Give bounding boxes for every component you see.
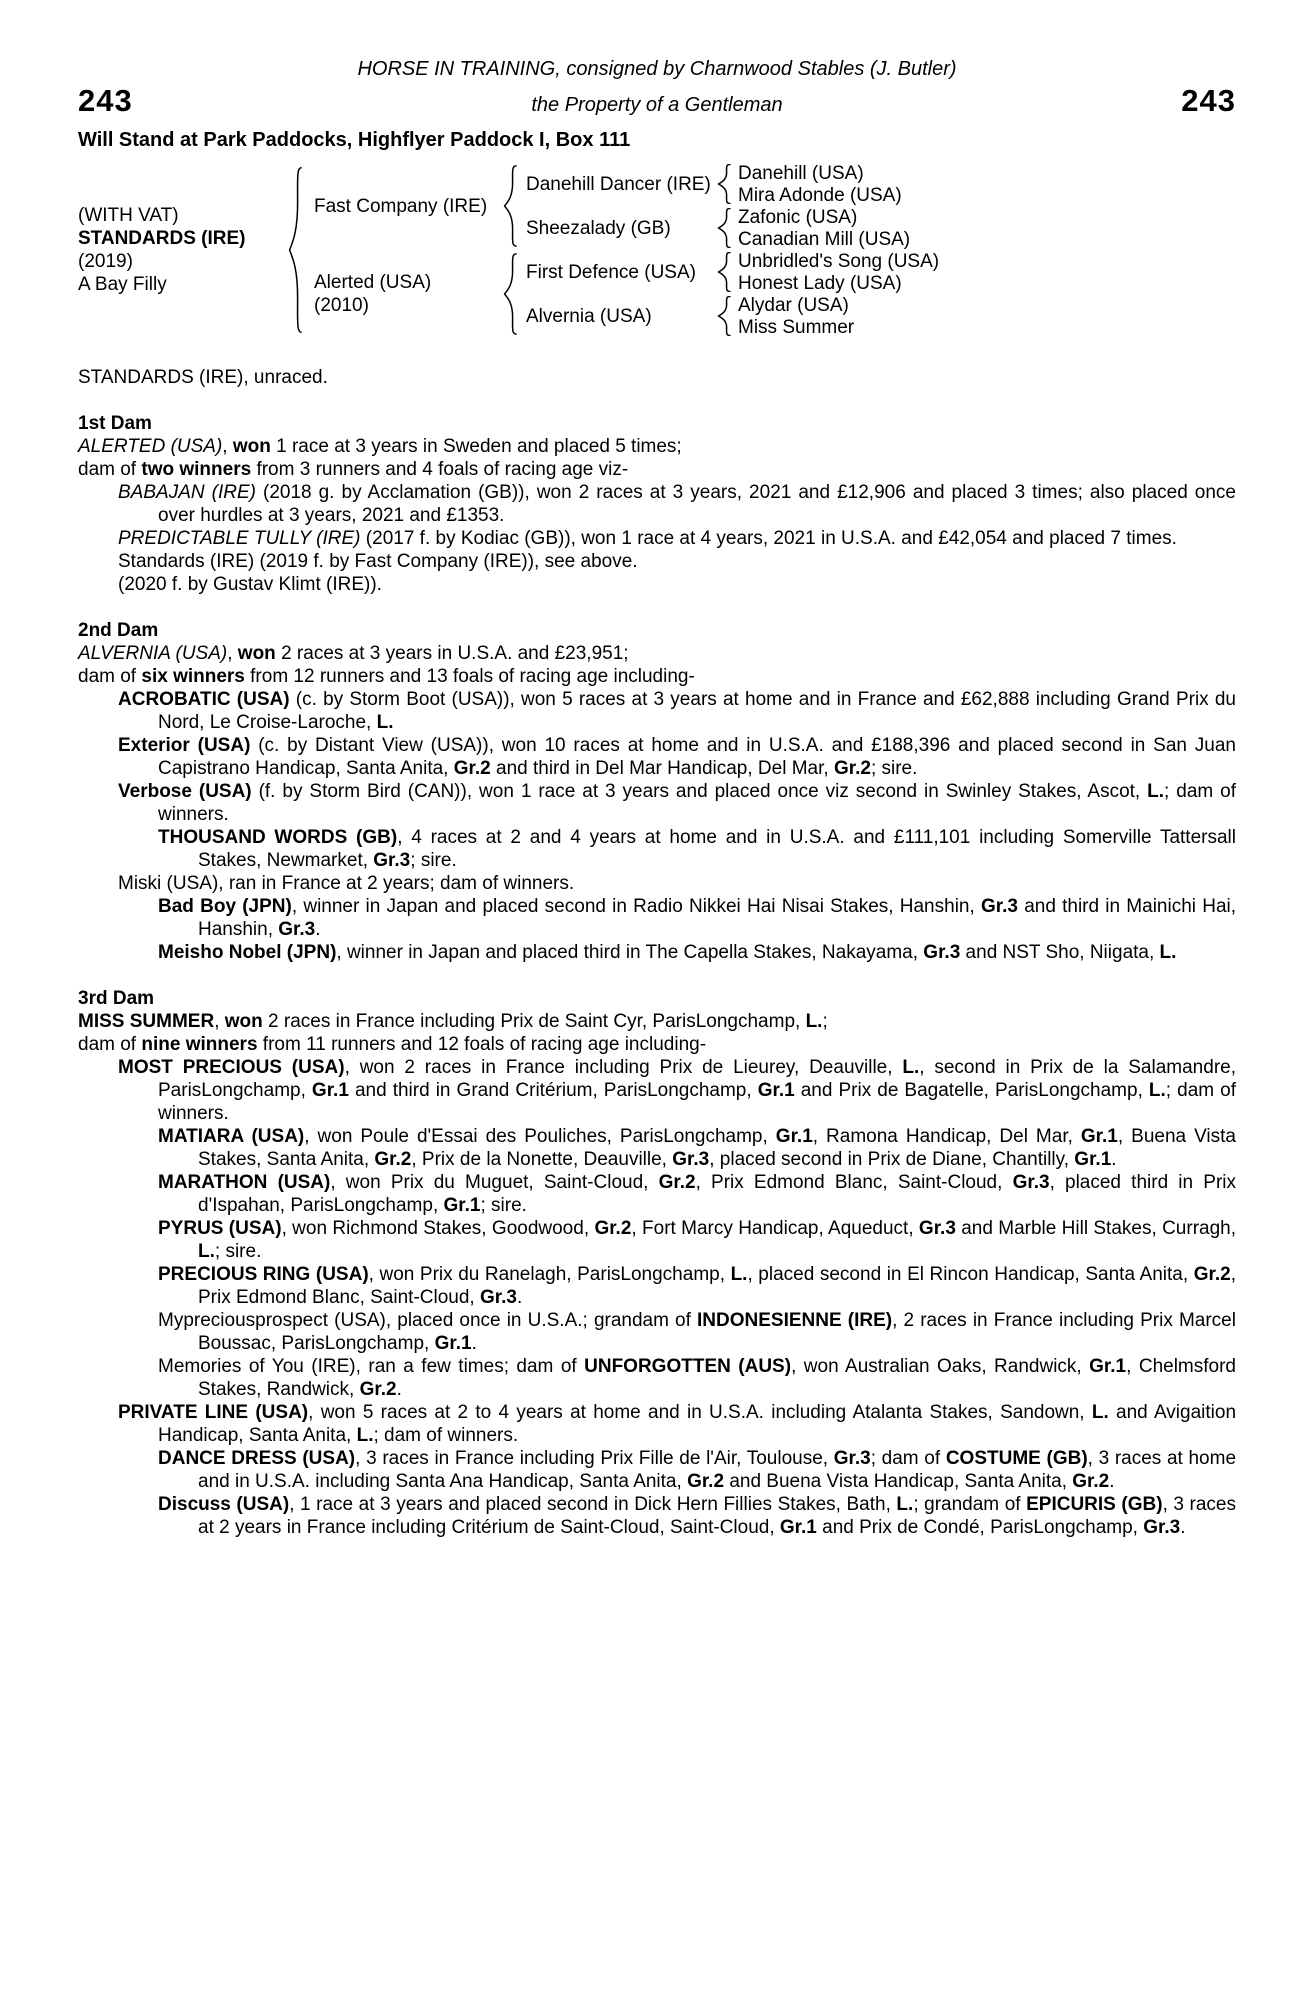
text-segment: ;	[822, 1011, 828, 1032]
text-segment: , winner in Japan and placed third in The Capella Stakes, Nakayama,	[336, 942, 924, 963]
text-segment: , won 2 races in France including Prix de Lieurey, Deauville,	[344, 1057, 903, 1078]
pedigree-text: Fast Company (IRE)	[314, 195, 488, 217]
text-segment: dam of	[78, 666, 142, 687]
lot-number-right: 243	[1181, 83, 1236, 118]
text-segment: L.	[730, 1264, 748, 1285]
brace-icon	[712, 250, 738, 294]
text-segment: , second in Prix de la Salamandre, ParisLongchamp,	[158, 1057, 1236, 1101]
text-segment: Gr.3	[923, 942, 961, 963]
text-segment: Gr.1	[311, 1080, 349, 1101]
text-segment: Gr.2	[453, 758, 491, 779]
text-segment: .	[471, 1333, 477, 1354]
lot-horse-info	[78, 162, 278, 338]
dam-sections	[78, 412, 1236, 1539]
text-segment: Gr.3	[672, 1149, 710, 1170]
pedigree-table	[78, 162, 1236, 338]
text-segment: Gr.3	[373, 850, 411, 871]
text-segment: Gr.1	[757, 1080, 795, 1101]
text-segment: ACROBATIC (USA)	[118, 689, 290, 710]
text-segment: ; dam of winners.	[158, 781, 1236, 825]
text-segment: Gr.1	[779, 1517, 817, 1538]
text-segment: COSTUME (GB)	[945, 1448, 1088, 1469]
dam-sire-name	[526, 250, 712, 294]
text-segment: MARATHON (USA)	[158, 1172, 331, 1193]
text-segment: , Prix Edmond Blanc, Saint-Cloud,	[695, 1172, 1013, 1193]
pedigree-paragraph	[78, 481, 1236, 527]
pedigree-paragraph	[78, 435, 1236, 458]
text-segment: ,	[214, 1011, 225, 1032]
pedigree-text: Danehill Dancer (IRE)	[526, 173, 711, 195]
pedigree-paragraph	[78, 665, 1236, 688]
text-segment: L.	[1147, 781, 1165, 802]
sire-dam-name	[526, 206, 712, 250]
text-segment: Gr.2	[374, 1149, 412, 1170]
text-segment: ,	[222, 436, 233, 457]
text-segment: Gr.1	[775, 1126, 813, 1147]
text-segment: Gr.2	[359, 1379, 397, 1400]
text-segment: , Buena Vista Stakes, Santa Anita,	[198, 1126, 1236, 1170]
text-segment: (2018 g. by Acclamation (GB)), won 2 races at 3 years, 2021 and £12,906 and placed 3 times; also placed once over hurdles at 3 years, 2021 and £1353.	[158, 482, 1236, 526]
text-segment: 1 race at 3 years in Sweden and placed 5 times;	[270, 436, 682, 457]
sire-name	[314, 162, 496, 250]
text-segment: PRECIOUS RING (USA)	[158, 1264, 369, 1285]
stand-location-line: Will Stand at Park Paddocks, Highflyer Paddock I, Box 111	[78, 129, 631, 151]
dam-dam-sire-name	[738, 294, 1236, 316]
text-segment: L.	[1148, 1080, 1166, 1101]
text-segment: Gr.1	[1074, 1149, 1112, 1170]
text-segment: won	[237, 643, 276, 664]
text-segment: STANDARDS (IRE), unraced.	[78, 367, 328, 388]
text-segment: PRIVATE LINE (USA)	[118, 1402, 309, 1423]
text-segment: .	[1111, 1149, 1117, 1170]
text-segment: dam of	[78, 1034, 142, 1055]
text-segment: , placed second in El Rincon Handicap, Santa Anita,	[747, 1264, 1194, 1285]
text-segment: six winners	[141, 666, 245, 687]
pedigree-paragraph	[78, 872, 1236, 895]
lot-header-row	[78, 83, 1236, 118]
pedigree-paragraph	[78, 573, 1236, 596]
text-segment: Gr.3	[278, 919, 316, 940]
pedigree-paragraph	[78, 734, 1236, 780]
text-segment: from 11 runners and 12 foals of racing age including-	[257, 1034, 707, 1055]
text-segment: , 1 race at 3 years and placed second in Dick Hern Fillies Stakes, Bath,	[289, 1494, 897, 1515]
text-segment: and Prix de Condé, ParisLongchamp,	[816, 1517, 1144, 1538]
text-segment: ; dam of	[870, 1448, 946, 1469]
text-segment: , won 5 races at 2 to 4 years at home and in U.S.A. including Atalanta Stakes, Sandown,	[308, 1402, 1092, 1423]
text-segment: Gr.2	[658, 1172, 696, 1193]
pedigree-paragraph	[78, 550, 1236, 573]
text-segment: Gr.2	[687, 1471, 725, 1492]
text-segment: (2017 f. by Kodiac (GB)), won 1 race at 4 years, 2021 in U.S.A. and £42,054 and placed 7 times.	[360, 528, 1177, 549]
dam-dam-name	[526, 294, 712, 338]
text-segment: , 3 races at home and in U.S.A. including Santa Ana Handicap, Santa Anita,	[198, 1448, 1237, 1492]
text-segment: MATIARA (USA)	[158, 1126, 305, 1147]
text-segment: , won Prix du Muguet, Saint-Cloud,	[330, 1172, 659, 1193]
text-segment: Gr.3	[1012, 1172, 1050, 1193]
text-segment: from 12 runners and 13 foals of racing age including-	[244, 666, 695, 687]
pedigree-paragraph	[78, 527, 1236, 550]
text-segment: .	[315, 919, 321, 940]
text-segment: , Ramona Handicap, Del Mar,	[812, 1126, 1081, 1147]
text-segment: L.	[376, 712, 394, 733]
brace-icon	[712, 206, 738, 250]
text-segment: Gr.1	[434, 1333, 472, 1354]
text-segment: Standards (IRE) (2019 f. by Fast Company (IRE)), see above.	[118, 551, 638, 572]
text-segment: MOST PRECIOUS (USA)	[118, 1057, 345, 1078]
text-segment: PREDICTABLE TULLY (IRE)	[118, 528, 361, 549]
text-segment: and Buena Vista Handicap, Santa Anita,	[724, 1471, 1073, 1492]
dam-section-heading: 3rd Dam	[78, 988, 155, 1009]
text-segment: , won Richmond Stakes, Goodwood,	[281, 1218, 595, 1239]
pedigree-paragraph	[78, 1309, 1236, 1355]
text-segment: .	[396, 1379, 402, 1400]
text-segment: Gr.1	[1089, 1356, 1127, 1377]
text-segment: , 4 races at 2 and 4 years at home and in U.S.A. and £111,101 including Somerville Tattersall Stakes, Newmarket,	[198, 827, 1236, 871]
text-segment: ,	[227, 643, 238, 664]
text-segment: , won Australian Oaks, Randwick,	[791, 1356, 1090, 1377]
text-segment: L.	[198, 1241, 215, 1262]
text-segment: (c. by Storm Boot (USA)), won 5 races at 3 years at home and in France and £62,888 including Grand Prix du Nord, Le Croise-Laroche,	[158, 689, 1236, 733]
text-segment: Gr.2	[594, 1218, 632, 1239]
pedigree-text: Danehill (USA)	[738, 162, 864, 184]
text-segment: DANCE DRESS (USA)	[158, 1448, 356, 1469]
text-segment: ; dam of winners.	[158, 1080, 1236, 1124]
text-segment: ; grandam of	[913, 1494, 1027, 1515]
text-segment: and third in Grand Critérium, ParisLongchamp,	[348, 1080, 758, 1101]
pedigree-paragraph	[78, 1263, 1236, 1309]
text-segment: Gr.1	[443, 1195, 481, 1216]
text-segment: .	[1109, 1471, 1115, 1492]
text-segment: THOUSAND WORDS (GB)	[158, 827, 398, 848]
text-segment: Gr.3	[1143, 1517, 1181, 1538]
text-segment: (f. by Storm Bird (CAN)), won 1 race at 3 years and placed once viz second in Swinley Stakes, Ascot,	[251, 781, 1148, 802]
unraced-line	[78, 366, 1236, 389]
text-segment: and Prix de Bagatelle, ParisLongchamp,	[794, 1080, 1149, 1101]
sire-dam-dam-name	[738, 228, 1236, 250]
text-segment: , Prix de la Nonette, Deauville,	[411, 1149, 673, 1170]
consignor-line: HORSE IN TRAINING, consigned by Charnwood Stables (J. Butler)	[357, 58, 957, 80]
text-segment: L.	[356, 1425, 374, 1446]
text-segment: and third in Del Mar Handicap, Del Mar,	[490, 758, 834, 779]
text-segment: L.	[1091, 1402, 1109, 1423]
dam-section-heading: 1st Dam	[78, 413, 152, 434]
text-segment: two winners	[141, 459, 252, 480]
pedigree-text: Alerted (USA)	[314, 272, 432, 293]
text-segment: , Chelmsford Stakes, Randwick,	[198, 1356, 1236, 1400]
text-segment: PYRUS (USA)	[158, 1218, 282, 1239]
text-segment: 2 races in France including Prix de Saint Cyr, ParisLongchamp,	[262, 1011, 806, 1032]
pedigree-text: Honest Lady (USA)	[738, 272, 902, 294]
text-segment: Gr.3	[479, 1287, 517, 1308]
pedigree-paragraph	[78, 458, 1236, 481]
dam-name	[314, 250, 496, 338]
text-segment: .	[516, 1287, 523, 1308]
text-segment: won	[232, 436, 271, 457]
text-segment: , winner in Japan and placed second in Radio Nikkei Hai Nisai Stakes, Hanshin,	[291, 896, 981, 917]
dam-section-heading: 2nd Dam	[78, 620, 159, 641]
sire-sire-dam-name	[738, 184, 1236, 206]
text-segment: BABAJAN (IRE)	[118, 482, 256, 503]
pedigree-text: STANDARDS (IRE)	[78, 228, 246, 249]
pedigree-paragraph	[78, 1010, 1236, 1033]
pedigree-paragraph	[78, 1125, 1236, 1171]
unraced-wrap	[78, 366, 1236, 389]
text-segment: ; sire.	[410, 850, 457, 871]
text-segment: ; sire.	[480, 1195, 527, 1216]
pedigree-paragraph	[78, 1033, 1236, 1056]
text-segment: dam of	[78, 459, 142, 480]
text-segment: Miski (USA), ran in France at 2 years; dam of winners.	[118, 873, 575, 894]
pedigree-text: (2010)	[314, 295, 369, 316]
pedigree-paragraph	[78, 1447, 1236, 1493]
text-segment: L.	[896, 1494, 914, 1515]
text-segment: , 3 races in France including Prix Fille de l'Air, Toulouse,	[355, 1448, 834, 1469]
text-segment: won	[224, 1011, 263, 1032]
pedigree-paragraph	[78, 895, 1236, 941]
text-segment: ; sire.	[214, 1241, 262, 1262]
text-segment: from 3 runners and 4 foals of racing age viz-	[251, 459, 629, 480]
sire-sire-sire-name	[738, 162, 1236, 184]
text-segment: Gr.3	[918, 1218, 956, 1239]
text-segment: Gr.1	[1080, 1126, 1118, 1147]
sire-dam-sire-name	[738, 206, 1236, 228]
text-segment: , 3 races at 2 years in France including Critérium de Saint-Cloud, Saint-Cloud,	[198, 1494, 1236, 1538]
pedigree-text: First Defence (USA)	[526, 261, 696, 283]
text-segment: nine winners	[141, 1034, 258, 1055]
text-segment: EPICURIS (GB)	[1026, 1494, 1163, 1515]
dam-sire-dam-name	[738, 272, 1236, 294]
text-segment: Gr.2	[833, 758, 871, 779]
pedigree-paragraph	[78, 1056, 1236, 1125]
pedigree-text: A Bay Filly	[78, 274, 167, 295]
pedigree-text: Unbridled's Song (USA)	[738, 250, 940, 272]
text-segment: (c. by Distant View (USA)), won 10 races at home and in U.S.A. and £188,396 and placed second in San Juan Capistrano Handicap, Santa Anita,	[158, 735, 1236, 779]
pedigree-paragraph	[78, 1355, 1236, 1401]
pedigree-text: Sheezalady (GB)	[526, 217, 671, 239]
text-segment: Discuss (USA)	[158, 1494, 290, 1515]
text-segment: , won Poule d'Essai des Pouliches, ParisLongchamp,	[304, 1126, 776, 1147]
text-segment: (2020 f. by Gustav Klimt (IRE)).	[118, 574, 382, 595]
text-segment: , placed second in Prix de Diane, Chantilly,	[709, 1149, 1075, 1170]
dam-sire-sire-name	[738, 250, 1236, 272]
text-segment: Exterior (USA)	[118, 735, 251, 756]
text-segment: , Fort Marcy Handicap, Aqueduct,	[631, 1218, 919, 1239]
lot-number-left: 243	[78, 83, 133, 118]
pedigree-paragraph	[78, 1401, 1236, 1447]
text-segment: 2 races at 3 years in U.S.A. and £23,951;	[275, 643, 629, 664]
text-segment: Mypreciousprospect (USA), placed once in U.S.A.; grandam of	[158, 1310, 698, 1331]
pedigree-text: Alydar (USA)	[738, 294, 849, 316]
pedigree-text: Mira Adonde (USA)	[738, 184, 902, 206]
pedigree-paragraph	[78, 688, 1236, 734]
pedigree-paragraph	[78, 642, 1236, 665]
text-segment: Gr.2	[1193, 1264, 1231, 1285]
text-segment: , placed third in Prix d'Ispahan, ParisLongchamp,	[198, 1172, 1236, 1216]
text-segment: ALVERNIA (USA)	[78, 643, 228, 664]
text-segment: L.	[805, 1011, 823, 1032]
text-segment: and Avigaition Handicap, Santa Anita,	[158, 1402, 1237, 1446]
text-segment: ; sire.	[870, 758, 918, 779]
pedigree-paragraph	[78, 1217, 1236, 1263]
pedigree-text: (2019)	[78, 251, 133, 272]
text-segment: Gr.2	[1072, 1471, 1110, 1492]
pedigree-paragraph	[78, 780, 1236, 826]
pedigree-paragraph	[78, 826, 1236, 872]
text-segment: L.	[902, 1057, 920, 1078]
brace-icon	[712, 294, 738, 338]
text-segment: and third in Mainichi Hai, Hanshin,	[198, 896, 1237, 940]
brace-icon	[712, 162, 738, 206]
pedigree-paragraph	[78, 941, 1236, 964]
text-segment: .	[1180, 1517, 1186, 1538]
text-segment: Bad Boy (JPN)	[158, 896, 292, 917]
pedigree-text: Alvernia (USA)	[526, 305, 652, 327]
text-segment: ; dam of winners.	[373, 1425, 519, 1446]
pedigree-text: (WITH VAT)	[78, 205, 179, 226]
text-segment: Gr.3	[833, 1448, 871, 1469]
pedigree-paragraph	[78, 1493, 1236, 1539]
text-segment: , 2 races in France including Prix Marcel Boussac, ParisLongchamp,	[198, 1310, 1236, 1354]
text-segment: INDONESIENNE (IRE)	[697, 1310, 893, 1331]
text-segment: and Marble Hill Stakes, Curragh,	[955, 1218, 1237, 1239]
text-segment: MISS SUMMER	[78, 1011, 215, 1032]
text-segment: and NST Sho, Niigata,	[960, 942, 1160, 963]
text-segment: Gr.3	[980, 896, 1018, 917]
pedigree-text: Miss Summer	[738, 316, 855, 338]
text-segment: Meisho Nobel (JPN)	[158, 942, 337, 963]
text-segment: , Prix Edmond Blanc, Saint-Cloud,	[198, 1264, 1236, 1308]
dam-dam-dam-name	[738, 316, 1236, 338]
pedigree-paragraph	[78, 1171, 1236, 1217]
pedigree-text: Canadian Mill (USA)	[738, 228, 911, 250]
text-segment: L.	[1159, 942, 1177, 963]
text-segment: Verbose (USA)	[118, 781, 252, 802]
text-segment: , won Prix du Ranelagh, ParisLongchamp,	[368, 1264, 731, 1285]
text-segment: UNFORGOTTEN (AUS)	[584, 1356, 792, 1377]
brace-generation-1-icon	[278, 162, 314, 338]
text-segment: Memories of You (IRE), ran a few times; dam of	[158, 1356, 585, 1377]
property-line: the Property of a Gentleman	[531, 94, 783, 116]
text-segment: ALERTED (USA)	[78, 436, 223, 457]
sire-sire-name	[526, 162, 712, 206]
brace-dam-parents-icon	[496, 250, 526, 338]
pedigree-text: Zafonic (USA)	[738, 206, 858, 228]
brace-sire-parents-icon	[496, 162, 526, 250]
